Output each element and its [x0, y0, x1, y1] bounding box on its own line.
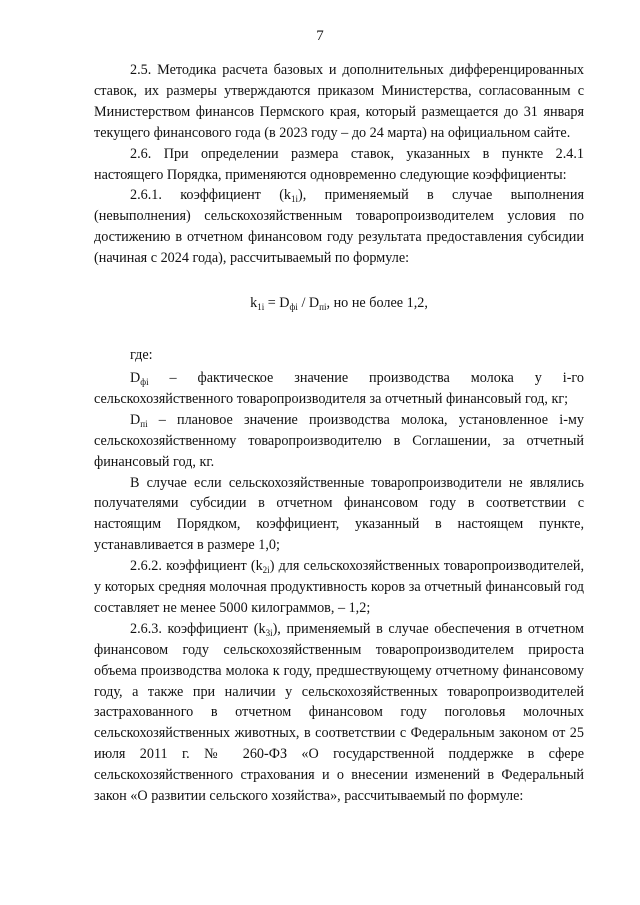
- definition-symbol: D: [130, 369, 141, 386]
- subscript: фi: [289, 302, 298, 313]
- formula-segment: , но не более 1,2,: [326, 295, 428, 312]
- text-segment: 2.6.1. коэффициент (k: [130, 187, 292, 204]
- definition-d-plan: [94, 410, 584, 473]
- definition-text: – плановое значение производства молока, установленное i-му сельскохозяйственному товаропроизводителю в Соглашении, за отчетный финансовый год, кг.: [94, 411, 584, 470]
- document-body: [94, 60, 584, 807]
- formula-symbol: k: [250, 295, 258, 312]
- paragraph-2-6: 2.6. При определении размера ставок, указанных в пункте 2.4.1 настоящего Порядка, применяются одновременно следующие коэффициенты:: [94, 145, 584, 183]
- text-segment: ) для сельскохозяйственных товаропроизводителей, у которых средняя молочная продуктивность коров за отчетный финансовый год составляет не менее 5000 килограммов, – 1,2;: [94, 558, 585, 616]
- definition-text: – фактическое значение производства молока у i-го сельскохозяйственного товаропроизводителя за отчетный финансовый год, кг;: [94, 369, 584, 407]
- paragraph-2-6-1: [94, 185, 584, 269]
- definition-d-fact: [94, 368, 584, 410]
- formula-segment: = D: [264, 295, 290, 312]
- subscript: 3i: [265, 627, 273, 638]
- text-segment: ), применяемый в случае обеспечения в отчетном финансовом году сельскохозяйственным товаропроизводителем прироста объема производства молока к году, предшествующему отчетному финансовому году, а также при наличии у сельскохозяйственных товаропроизводителей застрахованного в отчетном финансовом году поголовья молочных сельскохозяйственных животных, в соответствии с Федеральным законом от 25 июля 2011 г. № 260-ФЗ «О государственной поддержке в сфере сельскохозяйственного страхования и о внесении изменений в Федеральный закон «О развитии сельского хозяйства», рассчитываемый по формуле:: [94, 620, 585, 805]
- paragraph-2-5: 2.5. Методика расчета базовых и дополнительных дифференцированных ставок, их размеры утверждаются приказом Министерства, согласованным с Министерством финансов Пермского края, который размещается до 31 января текущего финансового года (в 2023 году – до 24 марта) на официальном сайте.: [94, 62, 584, 141]
- text-segment: 2.6.2. коэффициент (k: [130, 558, 263, 575]
- subscript: 2i: [262, 565, 270, 576]
- subscript: фi: [140, 376, 149, 387]
- text-segment: ), применяемый в случае выполнения (невыполнения) сельскохозяйственным товаропроизводителем условия по достижению в отчетном финансовом году результата предоставления субсидии (начиная с 2024 года), рассчитываемый по формуле:: [94, 187, 584, 267]
- subscript: пi: [140, 418, 148, 429]
- page-number: 7: [316, 28, 324, 44]
- definition-symbol: D: [130, 411, 141, 428]
- subscript: 1i: [257, 302, 265, 313]
- paragraph-2-6-3: [94, 619, 584, 807]
- formula-segment: / D: [297, 295, 320, 312]
- subscript: 1i: [291, 194, 299, 205]
- paragraph-2-6-2: [94, 556, 584, 619]
- subscript: пi: [319, 302, 327, 313]
- text-segment: 2.6.3. коэффициент (k: [130, 620, 266, 637]
- formula-k1: [94, 293, 584, 313]
- paragraph-otherwise: В случае если сельскохозяйственные товаропроизводители не являлись получателями субсидии в отчетном финансовом году в соответствии с настоящим Порядком, коэффициент, указанный в настоящем пункте, устанавливается в размере 1,0;: [94, 474, 584, 554]
- where-label: где:: [130, 347, 153, 364]
